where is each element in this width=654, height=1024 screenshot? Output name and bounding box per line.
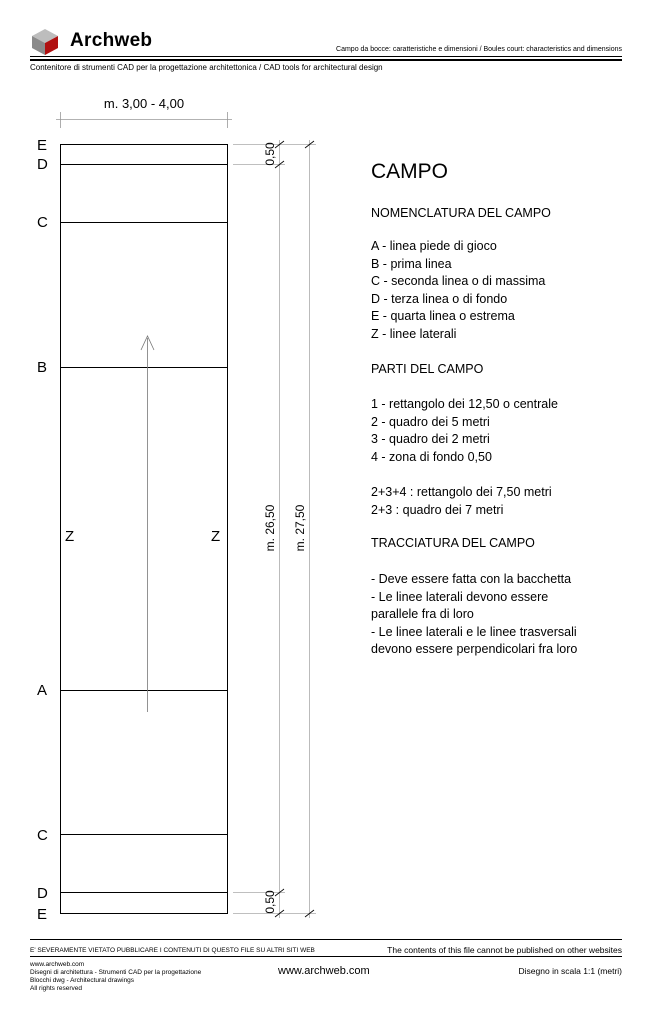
list-item: - Deve essere fatta con la bacchetta xyxy=(371,572,572,586)
parts-list xyxy=(371,396,558,466)
legend-title: CAMPO xyxy=(371,160,449,183)
list-item: 2 - quadro dei 5 metri xyxy=(371,414,490,429)
list-item: - Le linee laterali devono essere xyxy=(371,589,549,604)
list-item: 4 - zona di fondo 0,50 xyxy=(371,449,492,464)
outer-length-label: m. 27,50 xyxy=(293,504,307,552)
brand-name: Archweb xyxy=(70,30,153,51)
nomenclature-heading: NOMENCLATURA DEL CAMPO xyxy=(371,206,551,220)
list-item: devono essere perpendicolari fra loro xyxy=(371,642,578,656)
label-z-right: Z xyxy=(211,528,221,545)
label-e-top: E xyxy=(37,137,48,154)
footer-rule-mid xyxy=(30,956,622,957)
nomenclature-list xyxy=(371,238,545,343)
end-zone-top-label: 0,50 xyxy=(263,142,277,166)
label-b: B xyxy=(37,359,48,376)
footer-rule-top xyxy=(30,939,622,940)
list-item: 3 - quadro dei 2 metri xyxy=(371,432,490,446)
width-dimension-label: m. 3,00 - 4,00 xyxy=(103,96,185,111)
list-item: 2+3 : quadro dei 7 metri xyxy=(371,502,504,517)
label-z-left: Z xyxy=(65,528,75,545)
label-c-top: C xyxy=(37,214,48,231)
header-subtitle: Contenitore di strumenti CAD per la progettazione architettonica / CAD tools for architectural design xyxy=(30,63,383,72)
footer-desc-1: Disegni di architettura - Strumenti CAD per la progettazione xyxy=(30,969,202,976)
footer-warning-it: E' SEVERAMENTE VIETATO PUBBLICARE I CONTENUTI DI QUESTO FILE SU ALTRI SITI WEB xyxy=(30,947,315,954)
parts-heading: PARTI DEL CAMPO xyxy=(371,362,484,376)
footer-warning-en: The contents of this file cannot be published on other websites xyxy=(387,945,622,955)
label-a: A xyxy=(37,682,48,699)
label-e-bottom: E xyxy=(37,906,48,923)
tracing-list xyxy=(371,571,577,659)
list-item: C - seconda linea o di massima xyxy=(371,274,546,288)
list-item: 1 - rettangolo dei 12,50 o centrale xyxy=(371,397,558,411)
list-item: - Le linee laterali e le linee trasversali xyxy=(371,624,577,639)
list-item: B - prima linea xyxy=(371,256,452,271)
footer-desc-2: Blocchi dwg - Architectural drawings xyxy=(30,977,135,984)
header-title: Campo da bocce: caratteristiche e dimensioni / Boules court: characteristics and dimensions xyxy=(336,46,622,53)
footer-rights: All rights reserved xyxy=(30,985,83,992)
inner-length-label: m. 26,50 xyxy=(263,504,277,552)
footer-url-link[interactable]: www.archweb.com xyxy=(278,965,370,977)
label-c-bottom: C xyxy=(37,827,48,844)
list-item: D - terza linea o di fondo xyxy=(371,291,508,306)
footer-scale: Disegno in scala 1:1 (metri) xyxy=(518,966,622,976)
combos-list xyxy=(371,484,552,519)
list-item: Z - linee laterali xyxy=(371,326,457,341)
footer-site: www.archweb.com xyxy=(30,961,85,968)
court-outline xyxy=(61,145,228,914)
label-d-bottom: D xyxy=(37,885,48,902)
list-item: 2+3+4 : rettangolo dei 7,50 metri xyxy=(371,485,552,499)
tracing-heading: TRACCIATURA DEL CAMPO xyxy=(371,536,535,550)
list-item: A - linea piede di gioco xyxy=(371,239,497,253)
list-item: E - quarta linea o estrema xyxy=(371,309,515,323)
label-d-top: D xyxy=(37,156,48,173)
end-zone-bottom-label: 0,50 xyxy=(263,890,277,914)
list-item: parallele fra di loro xyxy=(371,607,474,621)
